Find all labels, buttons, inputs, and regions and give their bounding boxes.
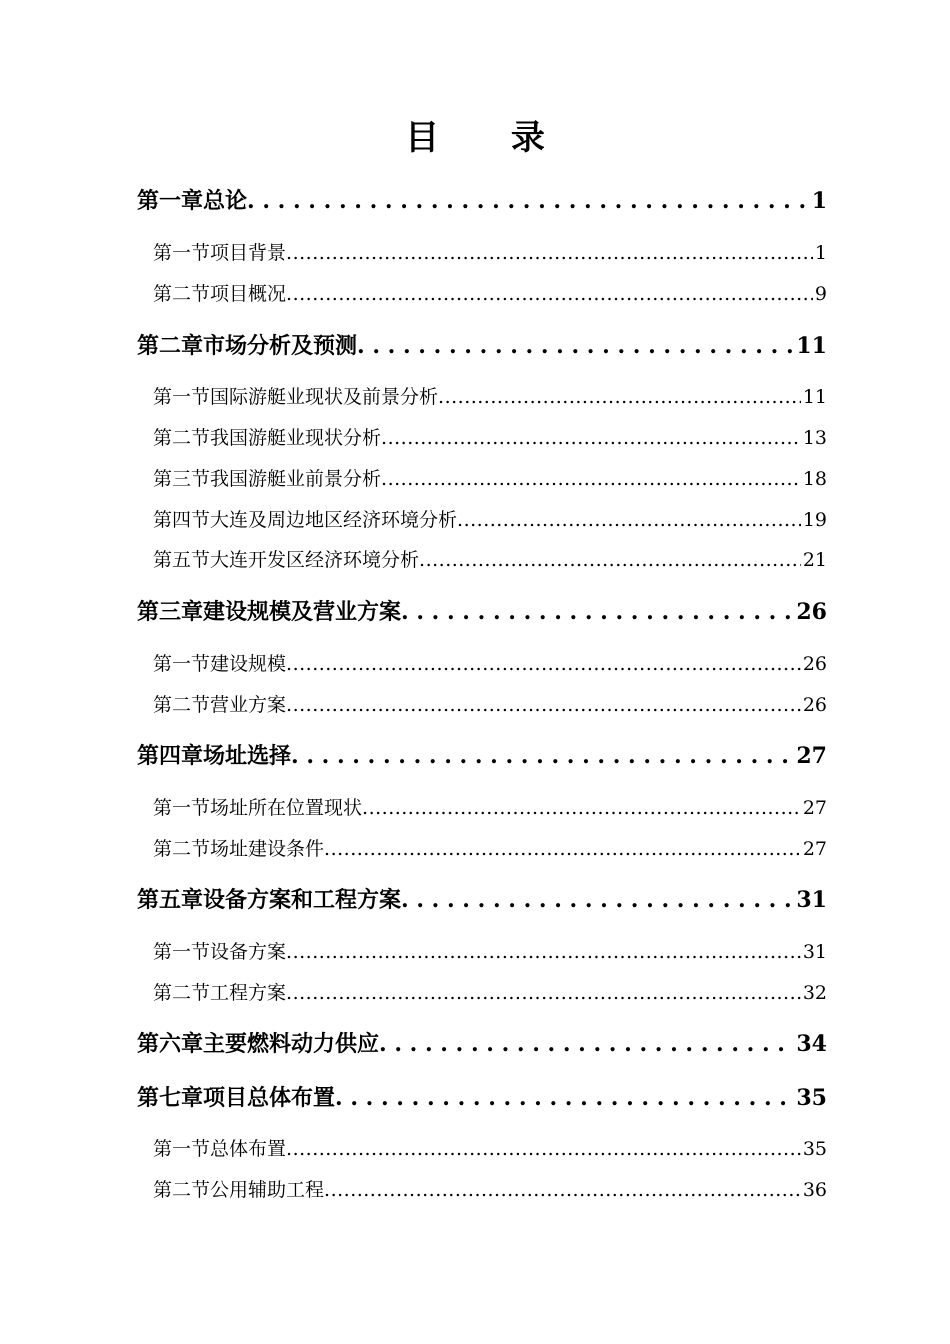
dot-leader [247, 183, 810, 219]
entry-page-number: 1 [814, 242, 827, 264]
dot-leader [286, 1134, 801, 1164]
entry-page-number: 35 [802, 1138, 827, 1160]
entry-page-number: 26 [802, 694, 827, 716]
entry-title: 我国游艇业现状分析 [210, 427, 382, 449]
dot-leader [286, 279, 813, 309]
entry-page-number: 27 [796, 743, 827, 769]
entry-number: 第六章 [137, 1031, 204, 1057]
entry-title: 总论 [203, 188, 248, 214]
dot-leader [286, 978, 801, 1008]
dot-leader [286, 937, 801, 967]
entry-title: 我国游艇业前景分析 [210, 468, 382, 490]
entry-number: 第二节 [153, 694, 211, 716]
entry-page-number: 35 [796, 1085, 827, 1111]
entry-title: 工程方案 [210, 982, 287, 1004]
toc-chapter-entry[interactable] [137, 328, 827, 364]
toc-section-entry[interactable] [153, 937, 827, 967]
entry-page-number: 26 [796, 599, 827, 625]
toc-section-entry[interactable] [153, 834, 827, 864]
toc-section-entry[interactable] [153, 1134, 827, 1164]
dot-leader [286, 649, 801, 679]
dot-leader [286, 238, 813, 268]
entry-page-number: 11 [796, 333, 827, 359]
entry-number: 第二章 [137, 333, 204, 359]
entry-number: 第一节 [153, 386, 211, 408]
toc-section-entry[interactable] [153, 793, 827, 823]
entry-number: 第二节 [153, 982, 211, 1004]
toc-chapter-entry[interactable] [137, 594, 827, 630]
entry-title: 大连开发区经济环境分析 [210, 549, 420, 571]
dot-leader [335, 1080, 794, 1116]
entry-page-number: 21 [802, 549, 827, 571]
dot-leader [457, 505, 801, 535]
entry-number: 第一节 [153, 653, 211, 675]
entry-page-number: 1 [811, 188, 827, 214]
toc-chapter-entry[interactable] [137, 738, 827, 774]
entry-page-number: 26 [802, 653, 827, 675]
toc-section-entry[interactable] [153, 690, 827, 720]
entry-page-number: 36 [802, 1179, 827, 1201]
entry-number: 第四章 [137, 743, 204, 769]
dot-leader [401, 882, 794, 918]
entry-number: 第一节 [153, 242, 211, 264]
toc-chapter-entry[interactable] [137, 1080, 827, 1116]
toc-chapter-entry[interactable] [137, 183, 827, 219]
entry-page-number: 31 [802, 941, 827, 963]
dot-leader [401, 594, 794, 630]
entry-title: 大连及周边地区经济环境分析 [210, 509, 458, 531]
entry-number: 第三节 [153, 468, 211, 490]
entry-title: 建设规模 [210, 653, 287, 675]
dot-leader [381, 423, 801, 453]
entry-title: 场址所在位置现状 [210, 797, 363, 819]
toc-section-entry[interactable] [153, 505, 827, 535]
dot-leader [362, 793, 801, 823]
dot-leader [324, 1175, 801, 1205]
entry-page-number: 34 [796, 1031, 827, 1057]
toc-section-entry[interactable] [153, 464, 827, 494]
toc-chapter-entry[interactable] [137, 1026, 827, 1062]
entry-title: 设备方案 [210, 941, 287, 963]
dot-leader [438, 382, 801, 412]
entry-number: 第二节 [153, 838, 211, 860]
entry-page-number: 11 [802, 386, 827, 408]
entry-page-number: 27 [802, 838, 827, 860]
entry-number: 第二节 [153, 1179, 211, 1201]
entry-title: 项目概况 [210, 283, 287, 305]
entry-title: 场址建设条件 [210, 838, 325, 860]
entry-number: 第一节 [153, 797, 211, 819]
entry-number: 第五节 [153, 549, 211, 571]
toc-section-entry[interactable] [153, 545, 827, 575]
entry-number: 第五章 [137, 887, 204, 913]
entry-title: 营业方案 [210, 694, 287, 716]
dot-leader [291, 738, 794, 774]
dot-leader [379, 1026, 794, 1062]
entry-title: 公用辅助工程 [210, 1179, 325, 1201]
dot-leader [357, 328, 794, 364]
entry-page-number: 32 [802, 982, 827, 1004]
entry-title: 设备方案和工程方案 [203, 887, 402, 913]
entry-title: 项目背景 [210, 242, 287, 264]
entry-title: 市场分析及预测 [203, 333, 358, 359]
entry-page-number: 9 [814, 283, 827, 305]
toc-section-entry[interactable] [153, 279, 827, 309]
entry-number: 第七章 [137, 1085, 204, 1111]
toc-section-entry[interactable] [153, 978, 827, 1008]
entry-title: 建设规模及营业方案 [203, 599, 402, 625]
entry-number: 第三章 [137, 599, 204, 625]
entry-number: 第一章 [137, 188, 204, 214]
toc-chapter-entry[interactable] [137, 882, 827, 918]
toc-section-entry[interactable] [153, 649, 827, 679]
entry-title: 总体布置 [210, 1138, 287, 1160]
entry-page-number: 18 [802, 468, 827, 490]
entry-title: 国际游艇业现状及前景分析 [210, 386, 439, 408]
entry-title: 主要燃料动力供应 [203, 1031, 380, 1057]
entry-page-number: 27 [802, 797, 827, 819]
entry-page-number: 19 [802, 509, 827, 531]
toc-section-entry[interactable] [153, 1175, 827, 1205]
entry-page-number: 31 [796, 887, 827, 913]
dot-leader [286, 690, 801, 720]
entry-number: 第二节 [153, 427, 211, 449]
dot-leader [324, 834, 801, 864]
toc-section-entry[interactable] [153, 238, 827, 268]
entry-number: 第一节 [153, 941, 211, 963]
toc-section-entry[interactable] [153, 423, 827, 453]
dot-leader [419, 545, 801, 575]
toc-title: 目 录 [405, 118, 575, 158]
dot-leader [381, 464, 801, 494]
entry-page-number: 13 [802, 427, 827, 449]
toc-section-entry[interactable] [153, 382, 827, 412]
entry-title: 项目总体布置 [203, 1085, 336, 1111]
entry-title: 场址选择 [203, 743, 292, 769]
entry-number: 第一节 [153, 1138, 211, 1160]
entry-number: 第四节 [153, 509, 211, 531]
entry-number: 第二节 [153, 283, 211, 305]
